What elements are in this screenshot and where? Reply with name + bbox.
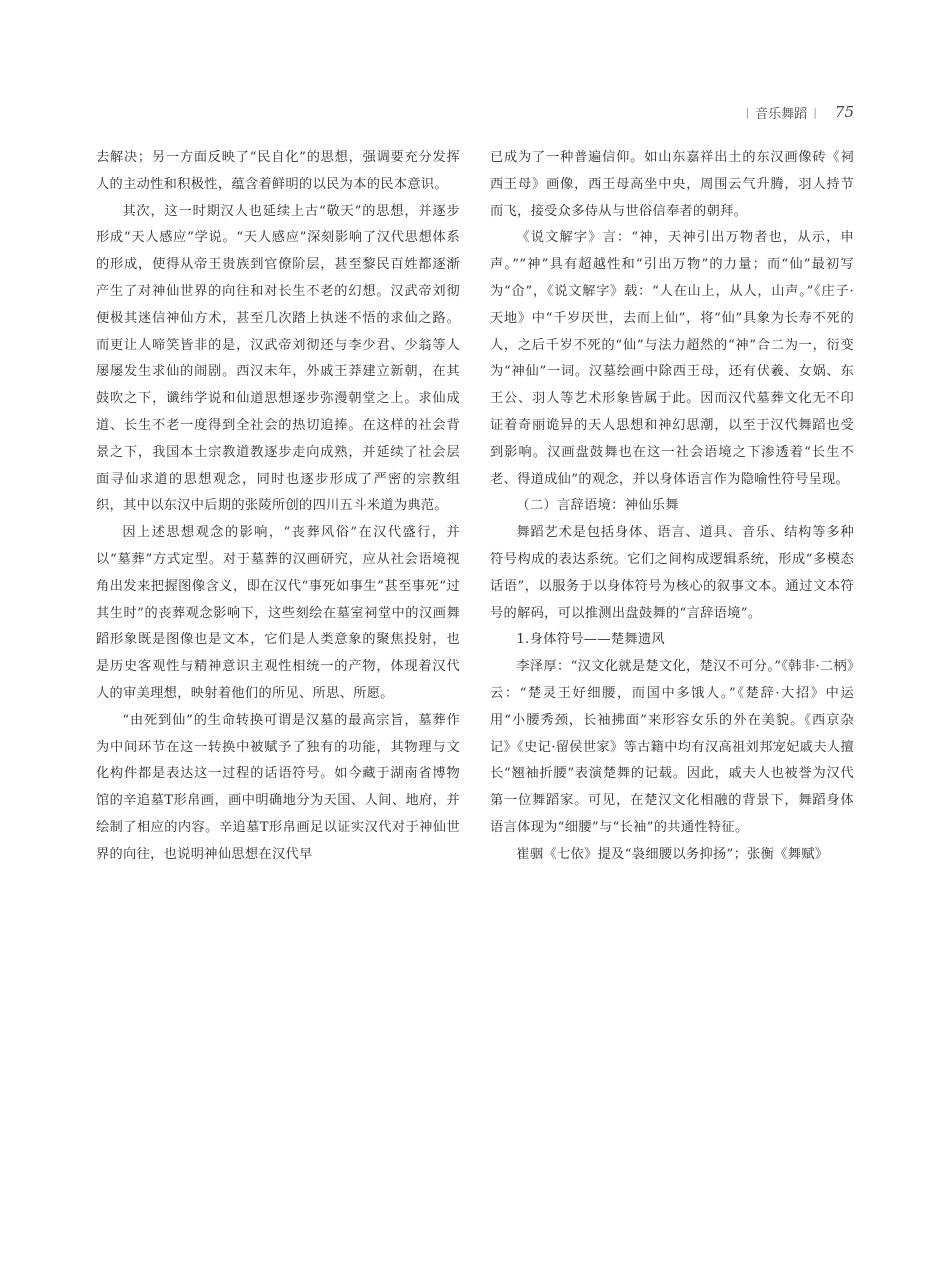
page-number: 75 — [834, 103, 854, 121]
header-separator-right: | — [813, 105, 817, 119]
paragraph: 其次，这一时期汉人也延续上古“敬天”的思想，并逐步形成“天人感应”学说。“天人感应”深刻影响了汉代思想体系的形成，使得从帝王贵族到官僚阶层，甚至黎民百姓都逐渐产生了对神仙世界的向往和对长生不老的幻想。汉武帝刘彻便极其迷信神仙方术，甚至几次踏上执迷不悟的求仙之路。而更让人啼笑皆非的是，汉武帝刘彻还与李少君、少翁等人屡屡发生求仙的闹剧。西汉末年，外戚王莽建立新朝，在其鼓吹之下，谶纬学说和仙道思想逐步弥漫朝堂之上。求仙成道、长生不老一度得到全社会的热切追捧。在这样的社会背景之下，我国本土宗教道教逐步走向成熟，并延续了社会层面寻仙求道的思想观念，同时也逐步形成了严密的宗教组织，其中以东汉中后期的张陵所创的四川五斗米道为典范。 — [96, 203, 460, 514]
running-header — [739, 101, 854, 123]
subsection-heading: 1.身体符号——楚舞遗风 — [516, 632, 666, 648]
header-separator-left: | — [745, 105, 750, 119]
paragraph: 李泽厚：“汉文化就是楚文化，楚汉不可分。”《韩非·二柄》云：“楚灵王好细腰，而国中多饿人。”《楚辞·大招》中运用“小腰秀颈，长袖拂面”来形容女乐的外在美貌。《西京杂记》《史记·留侯世家》等古籍中均有汉高祖刘邦宠妃戚夫人擅长“翘袖折腰”表演楚舞的记载。因此，戚夫人也被誉为汉代第一位舞蹈家。可见，在楚汉文化相融的背景下，舞蹈身体语言体现为“细腰”与“长袖”的共通性特征。 — [490, 659, 854, 835]
paragraph: 《说文解字》言：“神，天神引出万物者也，从示，申声。”“神”具有超越性和“引出万物”的力量；而“仙”最初写为“仚”，《说文解字》载：“人在山上，从人，山声。”《庄子·天地》中“千岁厌世，去而上仙”，将“仙”具象为长寿不死的人，之后千岁不死的“仙”与法力超然的“神”合二为一，衍变为“神仙”一词。汉墓绘画中除西王母，还有伏羲、女娲、东王公、羽人等艺术形象皆属于此。因而汉代墓葬文化无不印证着奇丽诡异的天人思想和神幻思潮，以至于汉代舞蹈也受到影响。汉画盘鼓舞也在这一社会语境之下渗透着“长生不老、得道成仙”的观念，并以身体语言作为隐喻性符号呈现。 — [490, 230, 854, 487]
section-title: 音乐舞蹈 — [755, 106, 808, 122]
right-column — [490, 145, 854, 869]
section-heading: （二）言辞语境：神仙乐舞 — [516, 498, 679, 514]
paragraph: 舞蹈艺术是包括身体、语言、道具、音乐、结构等多种符号构成的表达系统。它们之间构成逻辑系统，形成“多模态话语”，以服务于以身体符号为核心的叙事文本。通过文本符号的解码，可以推测出盘鼓舞的“言辞语境”。 — [490, 525, 854, 621]
paragraph: 去解决；另一方面反映了“民自化”的思想，强调要充分发挥人的主动性和积极性，蕴含着鲜明的以民为本的民本意识。 — [96, 150, 460, 192]
paragraph: 因上述思想观念的影响，“丧葬风俗”在汉代盛行，并以“墓葬”方式定型。对于墓葬的汉画研究，应从社会语境视角出发来把握图像含义，即在汉代“事死如事生”甚至事死“过其生时”的丧葬观念影响下，这些刻绘在墓室祠堂中的汉画舞蹈形象既是图像也是文本，它们是人类意象的聚焦投射，也是历史客观性与精神意识主观性相统一的产物，体现着汉代人的审美理想，映射着他们的所见、所思、所愿。 — [96, 525, 460, 701]
paragraph: 崔骃《七依》提及“袅细腰以务抑扬”；张衡《舞赋》 — [516, 846, 829, 862]
paragraph: “由死到仙”的生命转换可谓是汉墓的最高宗旨，墓葬作为中间环节在这一转换中被赋予了独有的功能，其物理与文化构件都是表达这一过程的话语符号。如今藏于湖南省博物馆的辛追墓T形帛画，画中明确地分为天国、人间、地府，并绘制了相应的内容。辛追墓T形帛画足以证实汉代对于神仙世界的向往，也说明神仙思想在汉代早 — [96, 712, 460, 862]
paragraph: 已成为了一种普遍信仰。如山东嘉祥出土的东汉画像砖《祠西王母》画像，西王母高坐中央，周围云气升腾，羽人持节而飞，接受众多侍从与世俗信奉者的朝拜。 — [490, 150, 854, 219]
left-column — [96, 145, 460, 869]
